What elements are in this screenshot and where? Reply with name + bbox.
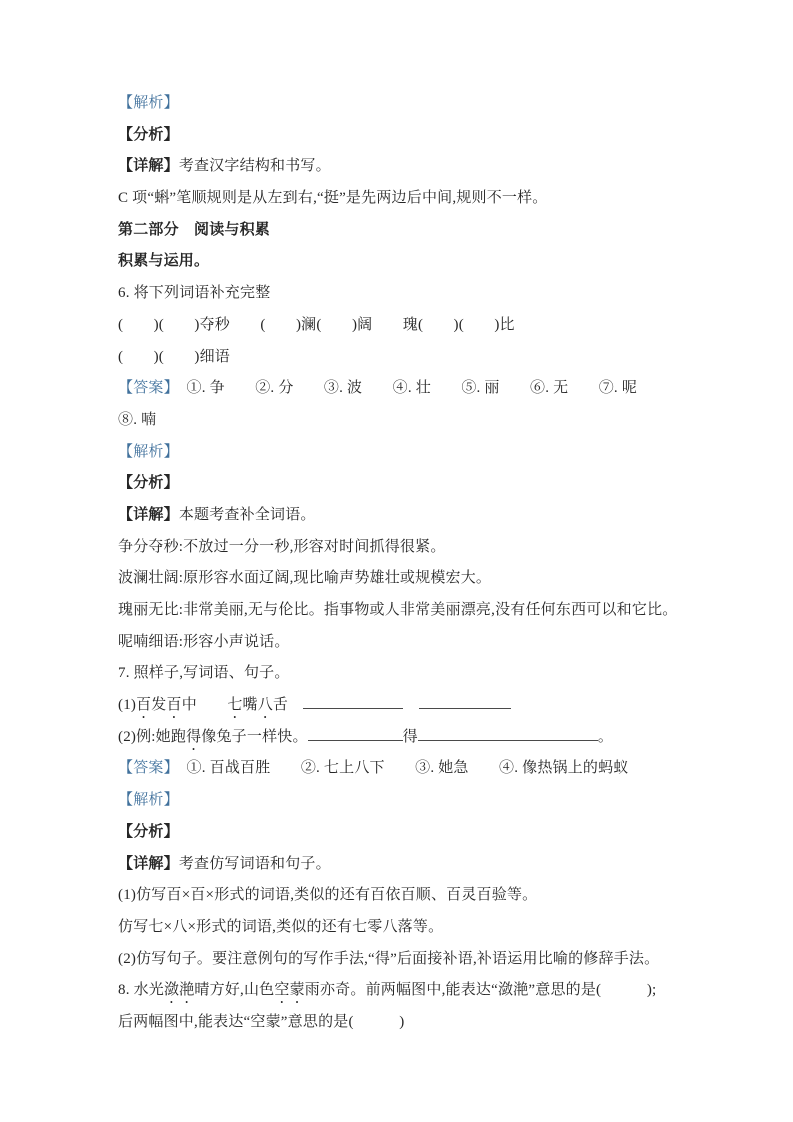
- emphasized-char: 滟: [179, 982, 195, 999]
- text-run: 雨亦奇。前两幅图中,能表达“潋滟”意思的是( );: [304, 982, 657, 999]
- text-run: ⑧. 喃: [118, 411, 157, 428]
- bracket-label-blue: 【解析】: [118, 95, 179, 111]
- text-run: 6. 将下列词语补充完整: [118, 285, 271, 302]
- emphasized-char: 七: [227, 697, 243, 714]
- q5-detail-note: [118, 183, 693, 215]
- answer-blank-line: [419, 693, 511, 709]
- text-run: 中: [181, 697, 197, 714]
- q6-word-def-3: [118, 595, 693, 627]
- q6-analysis-label: [118, 468, 693, 500]
- emphasized-char: 潋: [164, 982, 180, 999]
- text-run: [288, 697, 303, 713]
- q7-detail-part2: [118, 944, 693, 976]
- text-run: 。: [597, 728, 614, 745]
- emphasized-char: 八: [257, 697, 273, 714]
- q6-blanks-row-1: [118, 310, 693, 342]
- q6-detail: [118, 500, 693, 532]
- bracket-label-bold: 【分析】: [118, 126, 179, 143]
- section-heading: [118, 215, 693, 247]
- text-run: 后两幅图中,能表达“空蒙”意思的是( ): [118, 1013, 405, 1030]
- bracket-label-blue: 【答案】: [118, 380, 172, 397]
- emphasized-char: 得: [186, 728, 202, 745]
- text-run: ①. 百战百胜 ②. 七上八下 ③. 她急 ④. 像热锅上的蚂蚁: [171, 760, 629, 777]
- text-run: (2)仿写句子。要注意例句的写作手法,“得”后面接补语,补语运用比喻的修辞手法。: [118, 950, 660, 967]
- text-run: 波澜壮阔:原形容水面辽阔,现比喻声势雄壮或规模宏大。: [118, 570, 492, 587]
- q7-detail: [118, 849, 693, 881]
- text-run: 晴方好,山色: [194, 982, 275, 999]
- text-run: 争分夺秒:不放过一分一秒,形容对时间抓得很紧。: [118, 538, 446, 555]
- bracket-label-bold: 【详解】: [118, 158, 179, 175]
- emphasized-char: 百: [136, 697, 152, 714]
- text-run: [403, 697, 418, 713]
- text-run: 仿写七×八×形式的词语,类似的还有七零八落等。: [118, 918, 444, 935]
- answer-blank-line: [303, 693, 403, 709]
- text-run: (2)例:她跑: [118, 728, 187, 745]
- emphasized-char: 蒙: [289, 982, 305, 999]
- document-body: [118, 88, 693, 1039]
- q5-explanation-label: [118, 88, 693, 120]
- q7-part2: [118, 722, 693, 754]
- bracket-label-blue: 【解析】: [118, 443, 179, 460]
- q7-explanation-label: [118, 785, 693, 817]
- answer-blank-line: [308, 725, 403, 741]
- q5-analysis-label: [118, 120, 693, 152]
- q6-explanation-label: [118, 437, 693, 469]
- text-run: 发: [151, 697, 167, 714]
- q6-blanks-row-2: [118, 342, 693, 374]
- q5-detail: [118, 151, 693, 183]
- q7-prompt: [118, 658, 693, 690]
- bracket-label-bold: 【详解】: [118, 855, 179, 872]
- text-run: 呢喃细语:形容小声说话。: [118, 633, 290, 650]
- text-run: 第二部分 阅读与积累: [118, 221, 271, 238]
- text-run: 考查仿写词语和句子。: [178, 855, 331, 872]
- bracket-label-blue: 【解析】: [118, 792, 179, 809]
- text-run: 嘴: [242, 697, 258, 714]
- q7-analysis-label: [118, 817, 693, 849]
- text-run: [197, 697, 227, 713]
- text-run: 像兔子一样快。: [201, 728, 308, 745]
- q7-part1: [118, 690, 693, 722]
- text-run: ( )( )夺秒 ( )澜( )阔 瑰( )( )比: [118, 316, 515, 333]
- q6-prompt: [118, 278, 693, 310]
- text-run: 瑰丽无比:非常美丽,无与伦比。指事物或人非常美丽漂亮,没有任何东西可以和它比。: [118, 602, 678, 618]
- answer-blank-line: [418, 725, 598, 741]
- q6-answer-cont: [118, 405, 693, 437]
- text-run: 考查汉字结构和书写。: [178, 158, 331, 175]
- q7-detail-part1b: [118, 912, 693, 944]
- text-run: 本题考查补全词语。: [178, 506, 316, 523]
- bracket-label-bold: 【分析】: [118, 823, 179, 840]
- q8-prompt-cont: [118, 1007, 693, 1039]
- q6-word-def-1: [118, 532, 693, 564]
- text-run: ①. 争 ②. 分 ③. 波 ④. 壮 ⑤. 丽 ⑥. 无 ⑦. 呢: [171, 380, 638, 397]
- emphasized-char: 百: [166, 697, 182, 714]
- text-run: ( )( )细语: [118, 348, 230, 365]
- text-run: 积累与运用。: [118, 253, 210, 270]
- subsection-heading: [118, 246, 693, 278]
- q7-detail-part1a: [118, 880, 693, 912]
- text-run: (1)仿写百×百×形式的词语,类似的还有百依百顺、百灵百验等。: [118, 887, 538, 904]
- bracket-label-blue: 【答案】: [118, 760, 172, 777]
- text-run: (1): [118, 697, 137, 714]
- text-run: 8. 水光: [118, 982, 165, 999]
- emphasized-char: 空: [274, 982, 290, 999]
- text-run: 得: [402, 728, 418, 745]
- text-run: 7. 照样子,写词语、句子。: [118, 665, 290, 682]
- q6-word-def-4: [118, 627, 693, 659]
- bracket-label-bold: 【分析】: [118, 475, 179, 492]
- q8-prompt: [118, 975, 693, 1007]
- text-run: C 项“蝌”笔顺规则是从左到右,“挺”是先两边后中间,规则不一样。: [118, 190, 548, 207]
- text-run: 舌: [272, 697, 289, 714]
- bracket-label-bold: 【详解】: [118, 506, 179, 523]
- q6-word-def-2: [118, 563, 693, 595]
- q6-answer: [118, 373, 693, 405]
- q7-answer: [118, 753, 693, 785]
